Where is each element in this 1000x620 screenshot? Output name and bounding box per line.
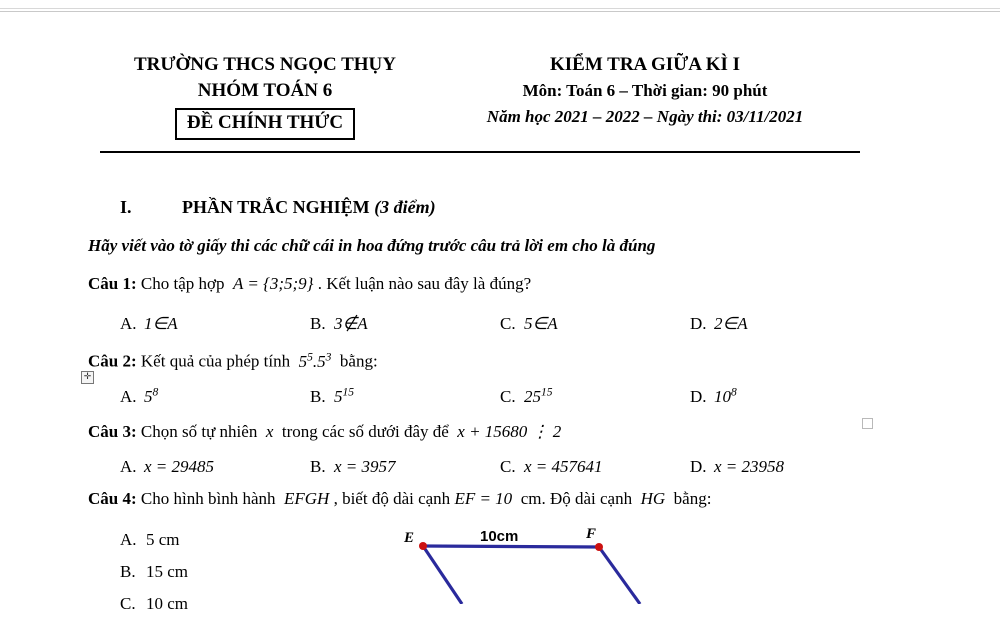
parallelogram-svg bbox=[390, 524, 680, 604]
vertex-E-label: E bbox=[404, 530, 415, 546]
option-tag: A. bbox=[120, 386, 137, 406]
exam-title: KIỂM TRA GIỮA KÌ I bbox=[549, 54, 741, 75]
edge-FG bbox=[599, 547, 640, 604]
header-divider bbox=[100, 151, 860, 153]
question-4-math: EF = 10 bbox=[454, 489, 513, 508]
document-header bbox=[100, 52, 860, 140]
question-2-stem-before: Kết quả của phép tính bbox=[140, 351, 291, 371]
subject-and-duration: Môn: Toán 6 – Thời gian: 90 phút bbox=[522, 81, 768, 100]
question-4-option-c[interactable] bbox=[120, 588, 188, 620]
question-2-option-b[interactable] bbox=[310, 385, 500, 407]
school-name: TRƯỜNG THCS NGỌC THỤY bbox=[134, 54, 396, 75]
official-exam-badge: ĐỀ CHÍNH THỨC bbox=[175, 108, 355, 140]
option-value: 1∈A bbox=[144, 314, 178, 333]
option-value: 10 cm bbox=[146, 594, 189, 613]
question-1-option-c[interactable] bbox=[500, 314, 690, 334]
question-2-stem-after: bằng: bbox=[339, 351, 378, 371]
question-2-options bbox=[120, 385, 880, 407]
resize-handle-icon[interactable] bbox=[862, 418, 873, 429]
option-tag: B. bbox=[310, 457, 326, 476]
question-1-option-b[interactable] bbox=[310, 314, 500, 334]
question-3-option-b[interactable] bbox=[310, 457, 500, 477]
question-4-stem-before: Cho hình bình hành bbox=[140, 489, 276, 508]
option-value: x = 29485 bbox=[144, 457, 215, 476]
section-instruction: Hãy viết vào tờ giấy thi các chữ cái in hoa đứng trước câu trả lời em cho là đúng bbox=[88, 236, 656, 255]
option-value: 5 cm bbox=[146, 530, 180, 549]
option-tag: C. bbox=[500, 457, 516, 476]
question-1-options bbox=[120, 314, 880, 334]
option-tag: A. bbox=[120, 530, 137, 549]
question-3-variable: x bbox=[265, 422, 274, 441]
vertex-F-label: F bbox=[586, 526, 597, 542]
question-1-math: A = {3;5;9} bbox=[233, 274, 314, 293]
option-tag: C. bbox=[500, 314, 516, 333]
question-3-stem-before: Chọn số tự nhiên bbox=[140, 422, 258, 441]
edge-length-label: 10cm bbox=[480, 528, 519, 545]
option-value: 5∈A bbox=[524, 314, 558, 333]
section-points: (3 điểm) bbox=[374, 197, 436, 217]
section-title-text: PHẦN TRẮC NGHIỆM bbox=[182, 197, 370, 217]
edge-EF bbox=[423, 546, 599, 547]
question-2-option-d[interactable] bbox=[690, 385, 880, 407]
school-year-and-exam-date: Năm học 2021 – 2022 – Ngày thi: 03/11/2021 bbox=[486, 107, 804, 126]
question-4-label: Câu 4: bbox=[88, 489, 137, 508]
question-4-shape-name: EFGH bbox=[284, 489, 330, 508]
question-3-math: x + 15680 ⋮ 2 bbox=[457, 422, 562, 441]
question-1-text bbox=[88, 274, 531, 294]
question-4-stem-end: bằng: bbox=[673, 489, 712, 508]
question-2-option-c[interactable] bbox=[500, 385, 690, 407]
header-right-block bbox=[430, 52, 860, 130]
question-2-text bbox=[88, 350, 378, 372]
section-heading bbox=[120, 197, 436, 218]
question-2-option-a[interactable] bbox=[120, 385, 310, 407]
option-value: 2∈A bbox=[714, 314, 748, 333]
option-value: 3∉A bbox=[334, 314, 368, 333]
option-tag: A. bbox=[120, 457, 137, 476]
move-handle-icon[interactable]: ✛ bbox=[81, 371, 94, 384]
question-1-stem-before: Cho tập hợp bbox=[140, 274, 225, 293]
question-3-option-d[interactable] bbox=[690, 457, 880, 477]
vertex-E-dot bbox=[419, 542, 427, 550]
question-2-label: Câu 2: bbox=[88, 351, 137, 371]
option-value: $25^{15}$ bbox=[524, 385, 553, 406]
option-value: x = 457641 bbox=[524, 457, 603, 476]
edge-EH bbox=[423, 546, 462, 604]
question-4-stem-mid: , biết độ dài cạnh bbox=[333, 489, 451, 508]
vertex-F-dot bbox=[595, 543, 603, 551]
question-3-text bbox=[88, 422, 561, 442]
question-4-option-a[interactable] bbox=[120, 524, 188, 556]
option-value: x = 23958 bbox=[714, 457, 785, 476]
option-tag: C. bbox=[120, 594, 136, 613]
question-3-option-c[interactable] bbox=[500, 457, 690, 477]
question-1-option-d[interactable] bbox=[690, 314, 880, 334]
option-tag: C. bbox=[500, 386, 516, 406]
option-tag: B. bbox=[120, 562, 136, 581]
question-1-stem-after: . Kết luận nào sau đây là đúng? bbox=[317, 274, 532, 293]
option-tag: B. bbox=[310, 386, 326, 406]
parallelogram-figure bbox=[390, 524, 680, 604]
option-value: $5^{15}$ bbox=[334, 385, 355, 406]
option-tag: D. bbox=[690, 386, 707, 406]
question-3-label: Câu 3: bbox=[88, 422, 137, 441]
question-4-option-b[interactable] bbox=[120, 556, 188, 588]
question-3-options bbox=[120, 457, 880, 477]
option-tag: A. bbox=[120, 314, 137, 333]
question-2-math: $5^5.5^3$ bbox=[298, 350, 332, 371]
option-value: x = 3957 bbox=[334, 457, 396, 476]
question-4-stem-after: cm. Độ dài cạnh bbox=[520, 489, 633, 508]
question-1-option-a[interactable] bbox=[120, 314, 310, 334]
math-group-name: NHÓM TOÁN 6 bbox=[197, 80, 333, 101]
option-tag: D. bbox=[690, 457, 707, 476]
option-tag: B. bbox=[310, 314, 326, 333]
question-4-side-name: HG bbox=[640, 489, 666, 508]
question-4-text bbox=[88, 489, 711, 509]
option-value: $5^8$ bbox=[144, 385, 159, 406]
option-tag: D. bbox=[690, 314, 707, 333]
question-3-option-a[interactable] bbox=[120, 457, 310, 477]
question-3-stem-mid: trong các số dưới đây để bbox=[281, 422, 449, 441]
option-value: 15 cm bbox=[146, 562, 189, 581]
question-4-options bbox=[120, 524, 188, 620]
header-left-block bbox=[100, 52, 430, 140]
option-value: $10^8$ bbox=[714, 385, 737, 406]
section-numeral: I. bbox=[120, 197, 132, 217]
question-1-label: Câu 1: bbox=[88, 274, 137, 293]
